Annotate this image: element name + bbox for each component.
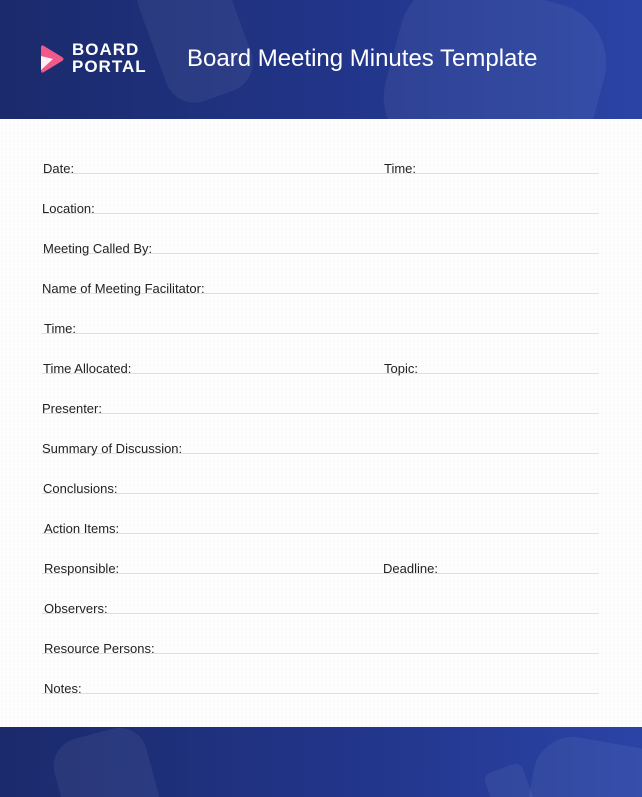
field-label-topic: Topic:	[384, 361, 418, 376]
field-label-summary: Summary of Discussion:	[42, 441, 183, 456]
form-row-meeting-called-by[interactable]	[42, 214, 599, 254]
decorative-shape	[47, 727, 167, 797]
minutes-form	[0, 119, 642, 727]
form-row-action-items[interactable]	[42, 494, 599, 534]
form-row-summary[interactable]	[42, 414, 599, 454]
form-row-notes[interactable]	[42, 654, 599, 694]
form-row-observers[interactable]	[42, 574, 599, 614]
field-label-presenter: Presenter:	[42, 401, 102, 416]
form-row-time[interactable]	[42, 294, 599, 334]
form-row-resource-persons[interactable]	[42, 614, 599, 654]
field-label-resource-persons: Resource Persons:	[44, 641, 155, 656]
field-label-notes: Notes:	[44, 681, 82, 696]
page-title: Board Meeting Minutes Template	[187, 45, 538, 72]
field-label-conclusions: Conclusions:	[43, 481, 118, 496]
form-row-responsible[interactable]	[42, 534, 599, 574]
field-label-time: Time:	[384, 161, 417, 176]
logo-line-2: PORTAL	[72, 57, 147, 76]
field-label-date: Date:	[43, 161, 75, 176]
field-label-action-items: Action Items:	[44, 521, 120, 536]
field-label-time-allocated: Time Allocated:	[43, 361, 132, 376]
field-label-deadline: Deadline:	[383, 561, 438, 576]
logo-text	[72, 41, 147, 75]
form-row-time-allocated[interactable]	[42, 334, 599, 374]
field-label-facilitator: Name of Meeting Facilitator:	[42, 281, 205, 296]
field-label-observers: Observers:	[44, 601, 108, 616]
decorative-shape	[522, 731, 642, 797]
form-row-facilitator[interactable]	[42, 254, 599, 294]
form-row-presenter[interactable]	[42, 374, 599, 414]
form-row-date[interactable]	[42, 134, 599, 174]
field-label-location: Location:	[42, 201, 95, 216]
field-label-time: Time:	[44, 321, 77, 336]
footer-banner	[0, 727, 642, 797]
field-label-responsible: Responsible:	[44, 561, 120, 576]
field-label-meeting-called-by: Meeting Called By:	[43, 241, 153, 256]
form-row-conclusions[interactable]	[42, 454, 599, 494]
logo-play-icon	[41, 44, 65, 74]
header-banner	[0, 0, 642, 119]
logo-line-1: BOARD	[72, 40, 140, 59]
form-row-location[interactable]	[42, 174, 599, 214]
board-portal-logo	[41, 41, 151, 77]
